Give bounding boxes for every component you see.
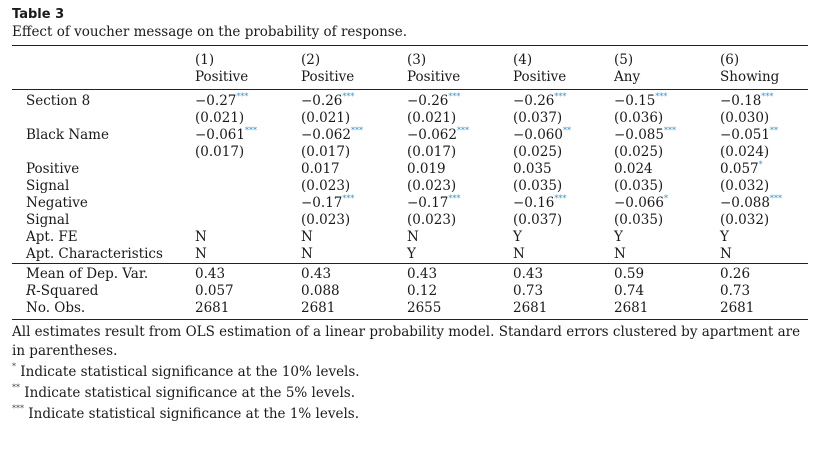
header-stub — [12, 69, 195, 90]
table-cell — [407, 178, 513, 195]
cell-value: −0.26 — [513, 93, 555, 109]
cell-value: (0.035) — [614, 212, 664, 228]
col-name: Any — [614, 69, 641, 85]
row-label: Black Name — [26, 127, 109, 143]
cell-value: (0.025) — [513, 144, 563, 160]
table-cell — [513, 110, 614, 127]
cell-value: N — [614, 246, 626, 262]
cell-value: −0.060 — [513, 127, 563, 143]
table-cell — [407, 144, 513, 161]
table-cell — [301, 178, 407, 195]
cell-value: N — [720, 246, 732, 262]
summary-row — [12, 300, 808, 320]
table-cell — [720, 178, 808, 195]
table-cell: 0.43 — [513, 264, 614, 284]
table-cell — [720, 246, 808, 264]
cell-value: −0.085 — [614, 127, 664, 143]
table-notes — [12, 323, 808, 424]
cell-value: 0.019 — [407, 161, 446, 177]
cell-value: −0.17 — [301, 195, 343, 211]
footnote-text: Indicate statistical significance at the 10% levels. — [16, 364, 360, 380]
notes-main: All estimates result from OLS estimation of a linear probability model. Standard errors clustered by apartment are in parentheses. — [12, 324, 801, 359]
footnote-text: Indicate statistical significance at the 1% levels. — [24, 406, 360, 422]
table-cell — [513, 195, 614, 212]
table-cell — [407, 90, 513, 111]
table-cell — [407, 246, 513, 264]
summary-row — [12, 283, 808, 300]
table-cell — [513, 90, 614, 111]
significance-stars: *** — [350, 126, 363, 135]
table-cell — [195, 195, 301, 212]
cell-value: 0.017 — [301, 161, 340, 177]
footnote-mark: *** — [12, 404, 24, 413]
table-cell: 0.73 — [513, 283, 544, 299]
table-cell — [301, 90, 407, 111]
footnote — [12, 384, 808, 403]
cell-value: (0.017) — [195, 144, 245, 160]
cell-value: −0.051 — [720, 127, 770, 143]
table-cell — [614, 127, 720, 144]
table-cell: 0.088 — [301, 283, 340, 299]
cell-value: (0.017) — [301, 144, 351, 160]
table-cell — [614, 90, 720, 111]
table-cell: 0.74 — [614, 283, 645, 299]
row-label: Section 8 — [12, 90, 195, 111]
table-cell — [513, 161, 614, 178]
cell-value: 0.057 — [720, 161, 759, 177]
table-row — [12, 110, 808, 127]
col-name: Positive — [407, 69, 461, 85]
cell-value: Y — [407, 246, 416, 262]
cell-value: (0.035) — [614, 178, 664, 194]
table-cell — [720, 90, 808, 111]
cell-value: N — [407, 229, 419, 245]
row-label: Signal — [26, 212, 70, 228]
table-cell — [301, 212, 407, 229]
table-caption: Effect of voucher message on the probability of response. — [12, 24, 408, 40]
table-cell: 0.12 — [407, 283, 438, 299]
cell-value: (0.021) — [301, 110, 351, 126]
footnote — [12, 405, 808, 424]
footnote-mark: * — [12, 362, 16, 371]
table-cell — [195, 161, 301, 178]
cell-value: (0.024) — [720, 144, 770, 160]
significance-stars: *** — [655, 92, 668, 101]
significance-stars: *** — [342, 92, 355, 101]
cell-value: Y — [513, 229, 522, 245]
table-cell: 0.26 — [720, 264, 808, 284]
cell-value: N — [301, 229, 313, 245]
col-num: (3) — [407, 46, 513, 70]
cell-value: −0.16 — [513, 195, 555, 211]
cell-value: (0.023) — [301, 178, 351, 194]
footnotes — [12, 363, 808, 424]
table-cell — [407, 212, 513, 229]
table-cell: 0.73 — [720, 283, 751, 299]
col-num: (2) — [301, 46, 407, 70]
table-row — [12, 161, 808, 178]
cell-value: N — [195, 246, 207, 262]
table-cell — [720, 212, 808, 229]
table-cell — [407, 195, 513, 212]
table-cell — [513, 229, 614, 246]
table-cell — [301, 127, 407, 144]
table-row — [12, 144, 808, 161]
cell-value: N — [301, 246, 313, 262]
table-cell — [195, 127, 301, 144]
table-cell — [720, 127, 808, 144]
cell-value: (0.037) — [513, 110, 563, 126]
significance-stars: *** — [663, 126, 676, 135]
table-cell — [513, 178, 614, 195]
row-label: No. Obs. — [12, 300, 195, 320]
table-cell — [513, 212, 614, 229]
cell-value: (0.017) — [407, 144, 457, 160]
table-cell: 2655 — [407, 300, 513, 320]
cell-value: (0.036) — [614, 110, 664, 126]
row-label — [12, 144, 195, 161]
row-label — [12, 110, 195, 127]
row-label: Positive — [26, 161, 80, 177]
cell-value: N — [195, 229, 207, 245]
cell-value: (0.023) — [407, 212, 457, 228]
significance-stars: *** — [761, 92, 774, 101]
table-label: Table 3 — [12, 7, 65, 22]
table-row — [12, 229, 808, 246]
footnote — [12, 363, 808, 382]
summary-rows — [12, 264, 808, 320]
row-label: Apt. FE — [26, 229, 78, 245]
table-cell: 0.43 — [195, 264, 301, 284]
table-cell — [513, 144, 614, 161]
table-cell — [301, 195, 407, 212]
cell-value: −0.062 — [301, 127, 351, 143]
cell-value: (0.021) — [195, 110, 245, 126]
cell-value: −0.26 — [407, 93, 449, 109]
col-name: Positive — [195, 69, 249, 85]
significance-stars: * — [758, 160, 763, 169]
significance-stars: *** — [769, 194, 782, 203]
row-label-italic: R — [26, 283, 37, 299]
table-cell — [195, 144, 301, 161]
table-cell — [614, 229, 720, 246]
table-cell: 2681 — [195, 300, 301, 320]
table-row — [12, 127, 808, 144]
table-cell — [614, 144, 720, 161]
cell-value: (0.037) — [513, 212, 563, 228]
cell-value: Y — [720, 229, 729, 245]
cell-value: (0.023) — [407, 178, 457, 194]
cell-value: (0.032) — [720, 178, 770, 194]
header-row-names — [12, 69, 808, 90]
header-row-numbers — [12, 46, 808, 70]
significance-stars: *** — [244, 126, 257, 135]
significance-stars: ** — [562, 126, 571, 135]
table-cell — [301, 229, 407, 246]
table-cell — [513, 127, 614, 144]
col-num: (5) — [614, 46, 720, 70]
cell-value: (0.035) — [513, 178, 563, 194]
table-cell — [720, 229, 808, 246]
significance-stars: *** — [554, 194, 567, 203]
row-label: Negative — [26, 195, 88, 211]
table-cell: 2681 — [720, 300, 808, 320]
table-cell: 2681 — [513, 300, 614, 320]
table-cell — [720, 110, 808, 127]
row-label — [12, 283, 195, 300]
cell-value: −0.062 — [407, 127, 457, 143]
cell-value: (0.023) — [301, 212, 351, 228]
table-cell: 0.43 — [301, 264, 407, 284]
cell-value: 0.024 — [614, 161, 653, 177]
table-cell — [513, 246, 614, 264]
table-cell — [301, 161, 407, 178]
cell-value: (0.021) — [407, 110, 457, 126]
significance-stars: *** — [342, 194, 355, 203]
table-cell: 0.43 — [407, 264, 513, 284]
table-cell — [195, 178, 301, 195]
cell-value: −0.18 — [720, 93, 762, 109]
table-row — [12, 178, 808, 195]
col-num: (6) — [720, 46, 808, 70]
table-cell: 0.59 — [614, 264, 720, 284]
table-cell — [407, 161, 513, 178]
table-cell — [301, 246, 407, 264]
cell-value: −0.26 — [301, 93, 343, 109]
table-cell — [614, 161, 720, 178]
cell-value: Y — [614, 229, 623, 245]
table-cell — [195, 229, 301, 246]
col-num: (1) — [195, 46, 301, 70]
table-row — [12, 246, 808, 264]
col-name: Showing — [720, 69, 780, 85]
table-cell — [407, 127, 513, 144]
cell-value: (0.025) — [614, 144, 664, 160]
table-cell — [195, 246, 301, 264]
row-label-rest: -Squared — [36, 283, 99, 299]
col-num: (4) — [513, 46, 614, 70]
table-row — [12, 195, 808, 212]
table-cell — [720, 144, 808, 161]
coefficient-rows — [12, 90, 808, 264]
table-cell — [614, 246, 720, 264]
table-cell — [614, 212, 720, 229]
table-cell — [720, 161, 808, 178]
cell-value: −0.066 — [614, 195, 664, 211]
cell-value: −0.17 — [407, 195, 449, 211]
cell-value: (0.032) — [720, 212, 770, 228]
significance-stars: *** — [236, 92, 249, 101]
footnote-mark: ** — [12, 383, 20, 392]
row-label: Mean of Dep. Var. — [12, 264, 195, 284]
row-label: Signal — [26, 178, 70, 194]
col-name: Positive — [513, 69, 567, 85]
table-cell — [407, 110, 513, 127]
table-figure — [12, 6, 816, 424]
table-cell — [195, 212, 301, 229]
significance-stars: ** — [769, 126, 778, 135]
cell-value: −0.15 — [614, 93, 656, 109]
table-cell: 2681 — [301, 300, 407, 320]
table-cell — [407, 229, 513, 246]
cell-value: 0.035 — [513, 161, 552, 177]
significance-stars: * — [663, 194, 668, 203]
col-name: Positive — [301, 69, 355, 85]
table-cell — [195, 90, 301, 111]
significance-stars: *** — [448, 194, 461, 203]
cell-value: N — [513, 246, 525, 262]
table-cell — [614, 178, 720, 195]
header-stub — [12, 46, 195, 70]
regression-table — [12, 45, 808, 320]
footnote-text: Indicate statistical significance at the 5% levels. — [20, 385, 356, 401]
table-row — [12, 90, 808, 111]
table-cell: 0.057 — [195, 283, 234, 299]
cell-value: (0.030) — [720, 110, 770, 126]
significance-stars: *** — [456, 126, 469, 135]
summary-row — [12, 264, 808, 284]
table-cell — [614, 110, 720, 127]
table-cell — [195, 110, 301, 127]
cell-value: −0.088 — [720, 195, 770, 211]
table-row — [12, 212, 808, 229]
cell-value: −0.27 — [195, 93, 237, 109]
table-cell — [614, 195, 720, 212]
table-cell — [720, 195, 808, 212]
significance-stars: *** — [554, 92, 567, 101]
table-cell — [301, 144, 407, 161]
significance-stars: *** — [448, 92, 461, 101]
table-cell: 2681 — [614, 300, 720, 320]
cell-value: −0.061 — [195, 127, 245, 143]
table-cell — [301, 110, 407, 127]
row-label: Apt. Characteristics — [26, 246, 163, 262]
